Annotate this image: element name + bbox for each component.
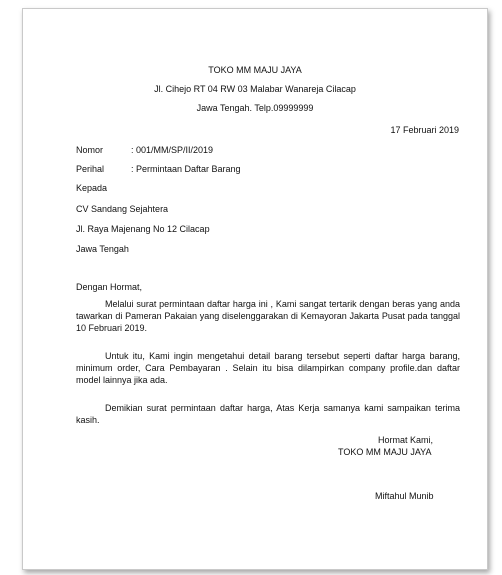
nomor-label: Nomor [76,145,104,155]
body-paragraph-2: Untuk itu, Kami ingin mengetahui detail barang tersebut seperti daftar harga barang, minimum order, Cara Pembayaran . Selain itu bisa dilampirkan company profile.dan daftar model lainnya jika ada. [76,351,460,385]
letterhead-phone: Jawa Tengah. Telp.09999999 [196,103,314,113]
recipient-region: Jawa Tengah [76,244,129,254]
perihal-value: : Permintaan Daftar Barang [131,164,241,174]
signer-name: Miftahul Munib [375,491,434,501]
recipient-name: CV Sandang Sejahtera [76,204,169,214]
perihal-label: Perihal [76,164,105,174]
closing-company: TOKO MM MAJU JAYA [338,447,432,457]
nomor-value: : 001/MM/SP/II/2019 [131,145,214,155]
letter-date: 17 Februari 2019 [390,125,459,135]
document-page [22,8,488,570]
closing-regards: Hormat Kami, [378,435,434,445]
recipient-address: Jl. Raya Majenang No 12 Cilacap [76,224,210,234]
recipient-kepada: Kepada [76,183,108,193]
salutation: Dengan Hormat, [76,282,143,292]
letterhead-company: TOKO MM MAJU JAYA [208,65,302,75]
body-paragraph-3: Demikian surat permintaan daftar harga, Atas Kerja samanya kami sampaikan terima kasih. [76,403,460,425]
body-paragraph-1: Melalui surat permintaan daftar harga ini , Kami sangat tertarik dengan beras yang anda tawarkan di Pameran Pakaian yang diselenggarakan di Kemayoran Jakarta Pusat pada tanggal 10 Februari 2019. [76,299,460,333]
letterhead-address: Jl. Cihejo RT 04 RW 03 Malabar Wanareja Cilacap [154,84,356,94]
